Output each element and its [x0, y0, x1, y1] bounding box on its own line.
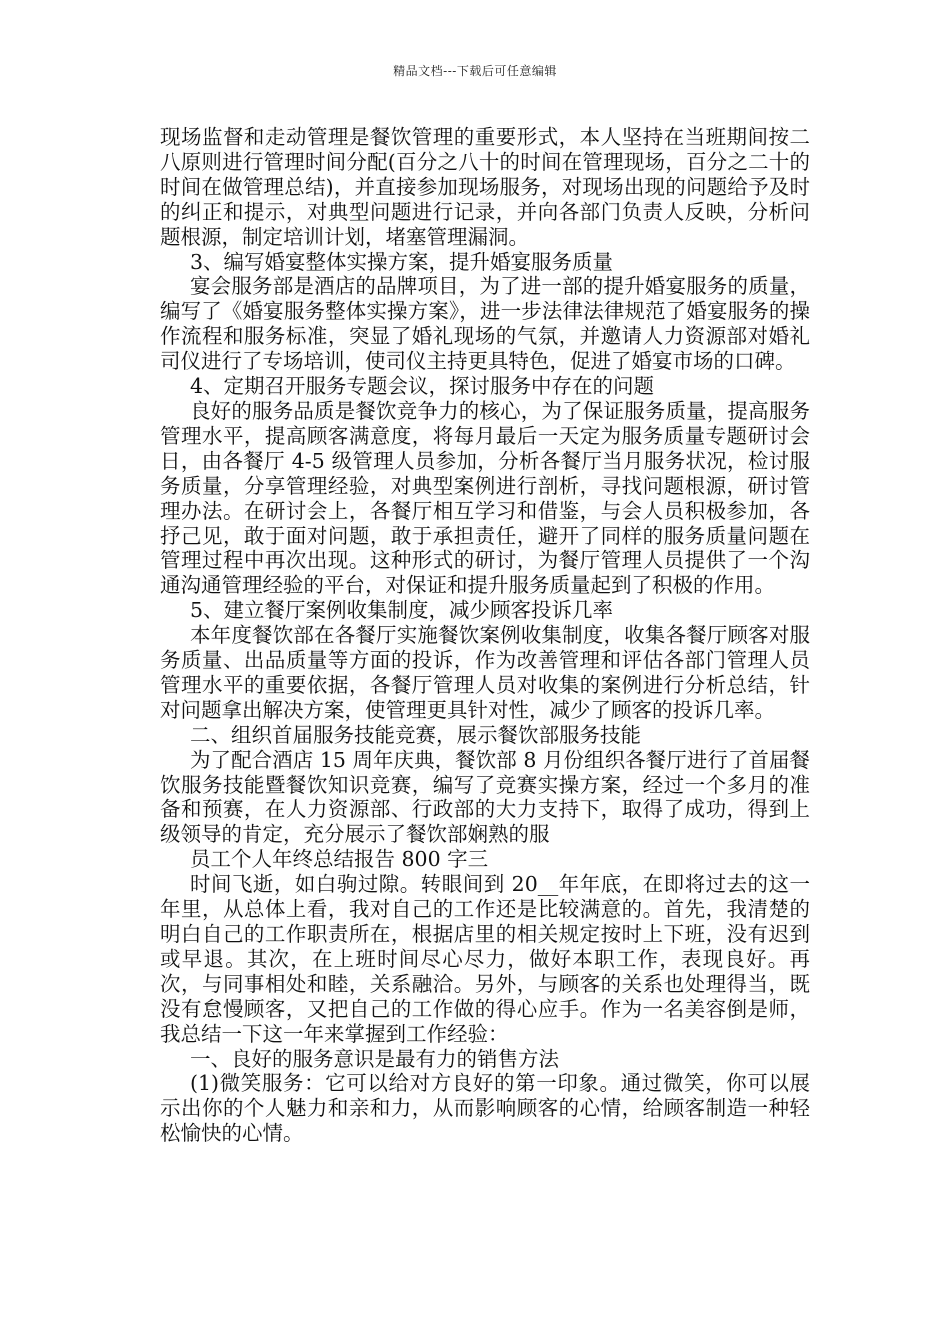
heading-service-awareness: 一、良好的服务意识是最有力的销售方法 [190, 1046, 559, 1071]
heading-service-meetings: 4、定期召开服务专题会议，探讨服务中存在的问题 [190, 374, 655, 399]
document-body [160, 125, 810, 1146]
paragraph-wedding-plan: 宴会服务部是酒店的品牌项目，为了进一部的提升婚宴服务的质量，编写了《婚宴服务整体实操方案》，进一步法律法律规范了婚宴服务的操作流程和服务标准，突显了婚礼现场的气氛，并邀请人力资源部对婚礼司仪进行了专场培训，使司仪主持更具特色，促进了婚宴市场的口碑。 [160, 274, 810, 374]
paragraph-smile-service: (1)微笑服务：它可以给对方良好的第一印象。通过微笑，你可以展示出你的个人魅力和亲和力，从而影响顾客的心情，给顾客制造一种轻松愉快的心情。 [160, 1071, 810, 1146]
paragraph-skills-competition: 为了配合酒店 15 周年庆典，餐饮部 8 月份组织各餐厅进行了首届餐饮服务技能暨餐饮知识竞赛，编写了竞赛实操方案，经过一个多月的准备和预赛，在人力资源部、行政部的大力支持下，取得了成功，得到上级领导的肯定，充分展示了餐饮部娴熟的服 [160, 747, 810, 847]
heading-wedding-plan: 3、编写婚宴整体实操方案，提升婚宴服务质量 [190, 249, 614, 274]
paragraph-field-supervision: 现场监督和走动管理是餐饮管理的重要形式，本人坚持在当班期间按二八原则进行管理时间分配(百分之八十的时间在管理现场，百分之二十的时间在做管理总结)，并直接参加现场服务，对现场出现的问题给予及时的纠正和提示，对典型问题进行记录，并向各部门负责人反映，分析问题根源，制定培训计划，堵塞管理漏洞。 [160, 125, 810, 249]
heading-skills-competition: 二、组织首届服务技能竞赛，展示餐饮部服务技能 [190, 722, 641, 747]
paragraph-service-meetings: 良好的服务品质是餐饮竞争力的核心，为了保证服务质量，提高服务管理水平，提高顾客满意度，将每月最后一天定为服务质量专题研讨会日，由各餐厅 4-5 级管理人员参加，分析各餐厅当月服务状况，检讨服务质量，分享管理经验，对典型案例进行剖析，寻找问题根源，研讨管理办法。在研讨会上，各餐厅相互学习和借鉴，与会人员积极参加，各抒己见，敢于面对问题，敢于承担责任，避开了同样的服务质量问题在管理过程中再次出现。这种形式的研讨，为餐厅管理人员提供了一个沟通沟通管理经验的平台，对保证和提升服务质量起到了积极的作用。 [160, 398, 810, 598]
paragraph-case-collection: 本年度餐饮部在各餐厅实施餐饮案例收集制度，收集各餐厅顾客对服务质量、出品质量等方面的投诉，作为改善管理和评估各部门管理人员管理水平的重要依据，各餐厅管理人员对收集的案例进行分析总结，针对问题拿出解决方案，使管理更具针对性，减少了顾客的投诉几率。 [160, 623, 810, 722]
heading-report-title: 员工个人年终总结报告 800 字三 [190, 847, 489, 872]
paragraph-year-summary: 时间飞逝，如白驹过隙。转眼间到 20__年年底，在即将过去的这一年里，从总体上看，我对自己的工作还是比较满意的。首先，我清楚的明白自己的工作职责所在，根据店里的相关规定按时上下班，没有迟到或早退。其次，在上班时间尽心尽力，做好本职工作，表现良好。再次，与同事相处和睦，关系融洽。另外，与顾客的关系也处理得当，既没有怠慢顾客，又把自己的工作做的得心应手。作为一名美容倒是师，我总结一下这一年来掌握到工作经验： [160, 872, 810, 1046]
heading-case-collection: 5、建立餐厅案例收集制度，减少顾客投诉几率 [190, 598, 614, 623]
page-header: 精品文档---下载后可任意编辑 [393, 64, 557, 78]
